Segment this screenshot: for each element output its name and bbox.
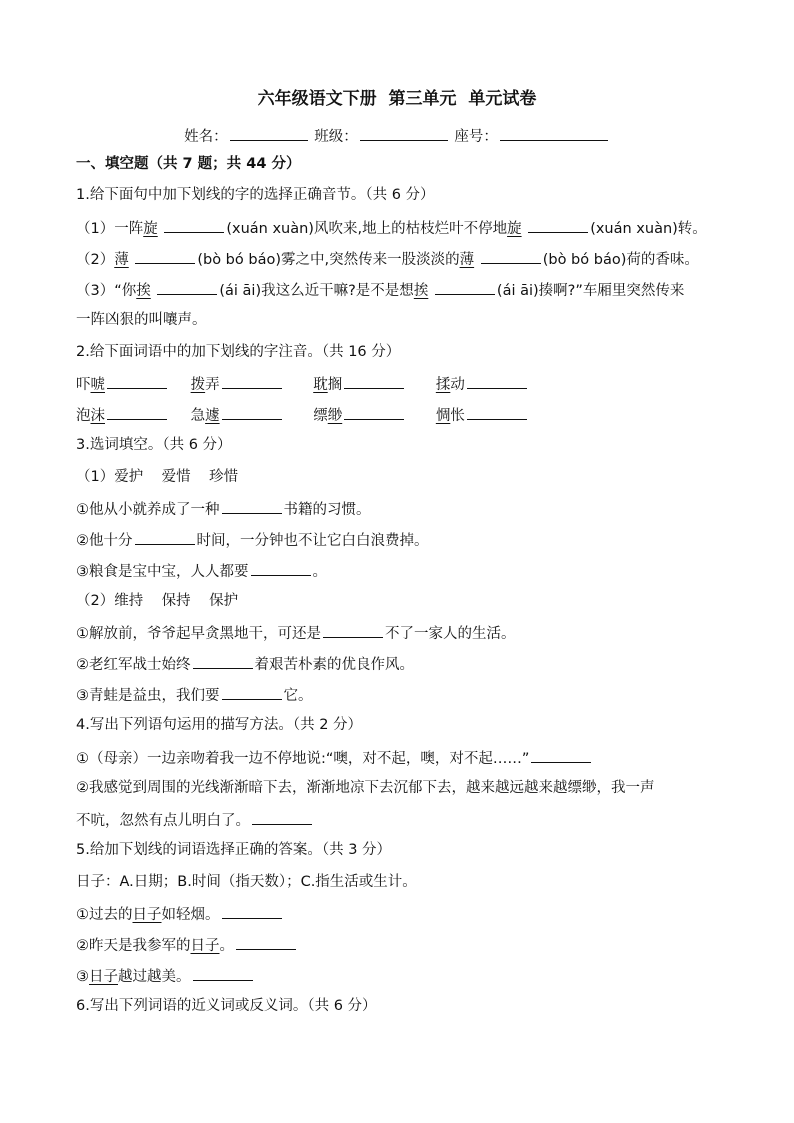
q3-g1-s2: ②他十分 时间，一分钟也不让它白白浪费掉。: [76, 529, 754, 551]
q3-blank[interactable]: [251, 560, 311, 576]
q1-i2-blank2[interactable]: [481, 248, 541, 264]
q1-i3-blank2[interactable]: [435, 279, 495, 295]
q2-row2: [76, 404, 754, 426]
student-info: [0, 125, 794, 147]
q5-s3: ③日子越过越美。: [76, 965, 754, 987]
seat-label: 座号：: [454, 129, 498, 145]
q5-s2: ②昨天是我参军的日子。: [76, 934, 754, 956]
q6-stem: 6.写出下列词语的近义词或反义词。（共 6 分）: [76, 998, 377, 1014]
q2-word: 吓唬: [76, 373, 186, 395]
q4-stem: 4.写出下列语句运用的描写方法。（共 2 分）: [76, 717, 363, 733]
q2-word: 揉动: [436, 373, 566, 395]
q2-word: 泡沫: [76, 404, 186, 426]
q3-g1-s1: ①他从小就养成了一种 书籍的习惯。: [76, 498, 754, 520]
q5-blank[interactable]: [236, 934, 296, 950]
q4-blank[interactable]: [252, 809, 312, 825]
page-title: 六年级语文下册 第三单元 单元试卷: [257, 89, 537, 109]
seat-blank[interactable]: [500, 125, 608, 141]
q2-word: 耽搁: [313, 373, 431, 395]
q2-row1: [76, 373, 754, 395]
q1-stem: 1.给下面句中加下划线的字的选择正确音节。（共 6 分）: [76, 187, 435, 203]
q4-blank[interactable]: [531, 747, 591, 763]
q4-s1: ①（母亲）一边亲吻着我一边不停地说:“噢，对不起，噢，对不起……”: [76, 747, 754, 769]
q2-blank[interactable]: [344, 404, 404, 420]
q5-options: 日子：A.日期；B.时间（指天数）；C.指生活或生计。: [76, 874, 417, 890]
q2-stem: 2.给下面词语中的加下划线的字注音。（共 16 分）: [76, 344, 401, 360]
q1-i2-blank1[interactable]: [135, 248, 195, 264]
q3-blank[interactable]: [222, 684, 282, 700]
name-label: 姓名：: [184, 129, 228, 145]
q2-blank[interactable]: [467, 404, 527, 420]
q4-s2-cont: 不吭，忽然有点儿明白了。: [76, 809, 754, 831]
q2-word: 拨弄: [191, 373, 309, 395]
q3-g2-s1: ①解放前，爷爷起早贪黑地干，可还是 不了一家人的生活。: [76, 622, 754, 644]
q2-blank[interactable]: [222, 373, 282, 389]
q2-word: 缥缈: [313, 404, 431, 426]
q4-s2: ②我感觉到周围的光线渐渐暗下去，渐渐地凉下去沉郁下去，越来越远越来越缥缈，我一声: [76, 780, 655, 796]
q1-i1-blank2[interactable]: [528, 217, 588, 233]
q2-blank[interactable]: [107, 373, 167, 389]
q3-blank[interactable]: [193, 653, 253, 669]
section1-heading: 一、填空题（共 7 题；共 44 分）: [76, 156, 301, 172]
q1-item3-cont: 一阵凶狠的叫嚷声。: [76, 312, 207, 328]
q2-blank[interactable]: [467, 373, 527, 389]
q1-i1-blank1[interactable]: [164, 217, 224, 233]
q1-i3-blank1[interactable]: [157, 279, 217, 295]
class-blank[interactable]: [360, 125, 448, 141]
q3-group1-words: （1）爱护 爱惜 珍惜: [76, 469, 239, 485]
q2-word: 惆怅: [436, 404, 566, 426]
q1-item2: （2）薄 (bò bó báo)雾之中,突然传来一股淡淡的薄 (bò bó báo)荷的香味。: [76, 248, 754, 270]
q3-blank[interactable]: [135, 529, 195, 545]
class-label: 班级：: [314, 129, 358, 145]
q3-g2-s3: ③青蛙是益虫，我们要 它。: [76, 684, 754, 706]
q2-blank[interactable]: [107, 404, 167, 420]
name-blank[interactable]: [230, 125, 308, 141]
q3-g1-s3: ③粮食是宝中宝，人人都要 。: [76, 560, 754, 582]
q2-word: 急遽: [191, 404, 309, 426]
q2-blank[interactable]: [222, 404, 282, 420]
q1-item3: （3）“你挨 (ái āi)我这么近干嘛?是不是想挨 (ái āi)揍啊?”车厢里突然传来: [76, 279, 754, 301]
q2-blank[interactable]: [344, 373, 404, 389]
q3-group2-words: （2）维持 保持 保护: [76, 593, 239, 609]
q3-blank[interactable]: [222, 498, 282, 514]
q5-s1: ①过去的日子如轻烟。: [76, 903, 754, 925]
q5-blank[interactable]: [222, 903, 282, 919]
q1-item1: （1）一阵旋 (xuán xuàn)风吹来,地上的枯枝烂叶不停地旋 (xuán xuàn)转。: [76, 217, 754, 239]
q3-stem: 3.选词填空。（共 6 分）: [76, 437, 232, 453]
q5-blank[interactable]: [193, 965, 253, 981]
q3-g2-s2: ②老红军战士始终 着艰苦朴素的优良作风。: [76, 653, 754, 675]
q5-stem: 5.给加下划线的词语选择正确的答案。（共 3 分）: [76, 842, 392, 858]
q3-blank[interactable]: [323, 622, 383, 638]
